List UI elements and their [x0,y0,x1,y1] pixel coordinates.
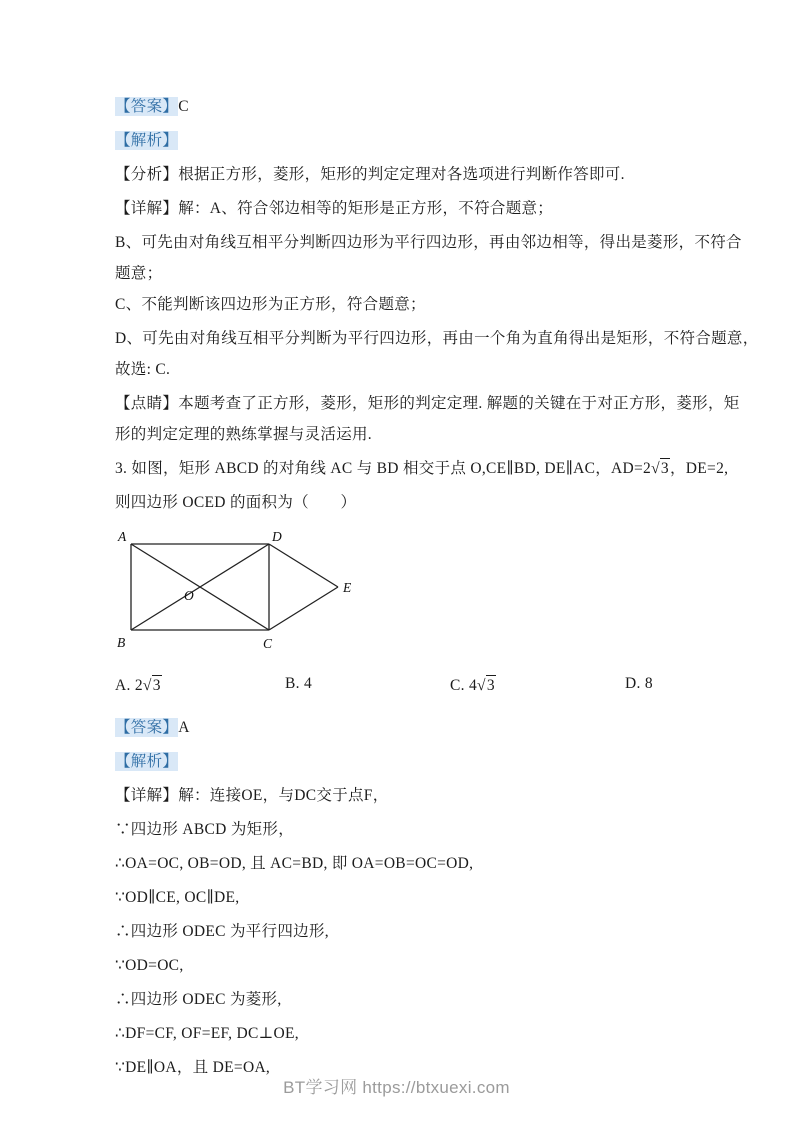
sqrt-sign: √ [477,677,486,694]
sqrt-expression [143,677,162,694]
sqrt-expression [651,460,670,477]
q3-solution-line: ∴四边形 ODEC 为平行四边形, [115,923,329,940]
sqrt-radicand: 3 [486,677,495,694]
q2-detail-line: 【详解】解：A、符合邻边相等的矩形是正方形，不符合题意； [115,200,554,217]
q3-answer-line [115,717,693,739]
figure-label-a: A [118,529,127,544]
q3-analysis-line [115,751,693,773]
sqrt-radicand: 3 [660,460,669,477]
geometry-diagram [117,528,357,654]
option-b: B. 4 [285,675,313,692]
figure-label-d: D [272,529,283,544]
q3-solution-line: ∵四边形 ABCD 为矩形， [115,821,295,838]
figure-label-c: C [263,636,273,651]
options-row [115,675,693,699]
q2-note-line: 形的判定定理的熟练掌握与灵活运用. [115,426,372,443]
option-c-text: C. 4 [450,677,478,694]
q3-solution-line: ∴四边形 ODEC 为菱形, [115,991,282,1008]
q3-stem-line2: 则四边形 OCED 的面积为（ ） [115,494,357,511]
q3-stem-post: ，DE=2, [669,460,729,477]
q3-stem-line1 [115,458,729,480]
q3-solution-line: ∵OD=OC, [115,957,184,974]
sqrt-sign: √ [651,460,660,477]
q2-detail-line: C、不能判断该四边形为正方形，符合题意； [115,296,426,313]
sqrt-radicand: 3 [152,677,161,694]
figure-label-b: B [117,635,126,650]
figure-label-e: E [343,580,352,595]
option-c [450,675,496,695]
option-a-text: A. 2 [115,677,143,694]
q3-solution-line: ∴OA=OC, OB=OD, 且 AC=BD, 即 OA=OB=OC=OD, [115,855,474,872]
answer-label: 【答案】 [115,98,179,115]
option-d: D. 8 [625,675,653,692]
option-a [115,675,162,695]
q2-fenxi-line: 【分析】根据正方形，菱形，矩形的判定定理对各选项进行判断作答即可. [115,166,625,183]
q2-note-line: 【点睛】本题考查了正方形，菱形，矩形的判定定理. 解题的关键在于对正方形，菱形，矩 [115,395,740,412]
answer-label: 【答案】 [115,719,179,736]
q2-analysis-line [115,130,693,152]
analysis-label: 【解析】 [115,132,179,149]
q2-detail-line: B、可先由对角线互相平分判断四边形为平行四边形，再由邻边相等，得出是菱形，不符合 [115,234,742,251]
site-watermark: BT学习网 https://btxuexi.com [283,1078,510,1097]
figure-label-o: O [184,588,195,603]
q3-solution-line: ∵DE∥OA，且 DE=OA, [115,1059,271,1076]
answer-value: A [178,719,190,736]
document-content [115,96,759,1091]
q2-detail-line: 题意； [115,265,163,282]
q3-solution-line: ∴DF=CF, OF=EF, DC⊥OE, [115,1025,299,1042]
sqrt-expression [477,677,496,694]
q3-solution-line: 【详解】解：连接OE，与DC交于点F， [115,787,389,804]
answer-value: C [178,98,189,115]
question-figure [117,528,693,659]
sqrt-sign: √ [142,677,152,694]
q3-solution-line: ∵OD∥CE, OC∥DE, [115,889,240,906]
q2-detail-line: D、可先由对角线互相平分判断为平行四边形，再由一个角为直角得出是矩形，不符合题意， [115,330,759,347]
q2-detail-line: 故选: C. [115,361,171,378]
q2-answer-line [115,96,693,118]
q3-stem-pre: 3. 如图，矩形 ABCD 的对角线 AC 与 BD 相交于点 O,CE∥BD, DE∥AC，AD=2 [115,460,652,477]
analysis-label: 【解析】 [115,753,179,770]
